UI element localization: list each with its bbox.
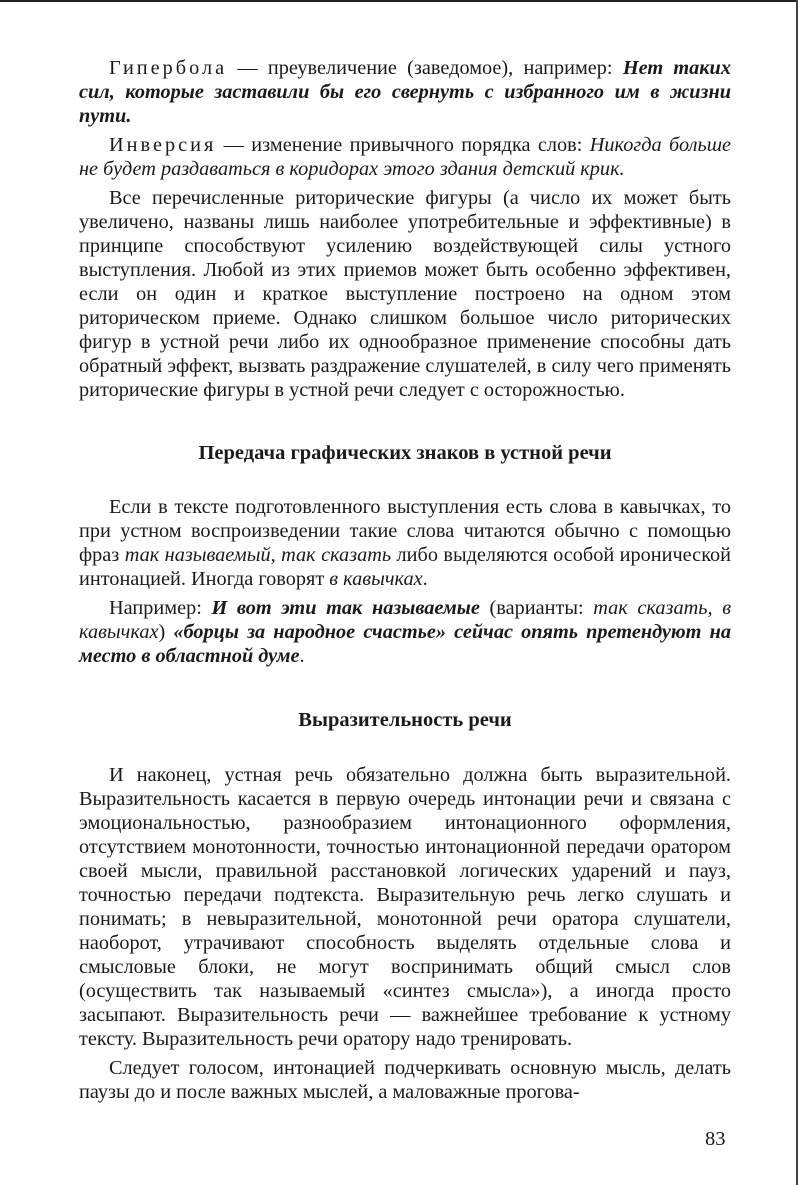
paragraph-text: Например:: [109, 597, 212, 619]
paragraph-text: .: [299, 645, 305, 667]
paragraph-voice: Следует голосом, интонацией подчеркивать основную мысль, делать паузы до и после важных мыслей, а маловажные прогова-: [79, 1057, 731, 1103]
paragraph-inversion: [79, 133, 731, 181]
section-heading: Передача графических знаков в устной речи: [198, 442, 612, 464]
paragraph-expressiveness: И наконец, устная речь обязательно должна быть выразительной. Выразительность касается в первую очередь интонации речи и связана с эмоциональностью, разнообразием интонационного оформления, отсутствием монотонности, точностью интонационной передачи оратором своей мысли, правильной расстановкой логических ударений и пауз, точностью передачи подтекста. Выразительную речь легко слушать и понимать; в невыразительной, монотонной речи оратора слушатели, наоборот, утрачивают способность выделять отдельные слова и смысловые блоки, не могут воспринимать общий смысл слов (осуществить так называемый «синтез смысла»), а иногда просто засыпают. Выразительность речи — важнейшее требование к устному тексту. Выразительность речи оратору надо тренировать.: [79, 764, 731, 1050]
paragraph-text: (варианты:: [479, 597, 594, 619]
paragraph-hyperbole: [79, 56, 731, 128]
italic-phrase: в кавычках: [79, 597, 731, 643]
page-border-top: [0, 0, 798, 2]
paragraph-text: ,: [707, 597, 723, 619]
page-number: 83: [705, 1128, 726, 1150]
italic-phrase: И вот эти так называемые: [211, 597, 480, 619]
paragraph-rhetorical-figures: Все перечисленные риторические фигуры (а число их может быть увеличено, названы лишь наиболее употребительные и эффективные) в принципе способствуют усилению воздействующей силы устного выступления. Любой из этих приемов может быть особенно эффективен, если он один и краткое выступление построено на одном этом риторическом приеме. Однако слишком большое число риторических фигур в устной речи либо их однообразное применение способны дать обратный эффект, вызвать раздражение слушателей, в силу чего применять риторические фигуры в устной речи следует с осторожностью.: [79, 187, 731, 401]
example-text: Нет таких сил, которые заставили бы его свернуть с избранного им в жизни пути.: [79, 57, 731, 127]
paragraph-text: Если в тексте подготовленного выступления есть слова в кавычках, то при устном воспроизведении такие слова читаются обычно с помощью фраз: [79, 496, 731, 566]
section-heading: Выразительность речи: [298, 709, 512, 731]
italic-phrase: «борцы за народное счастье» сейчас опять претендуют на место в областной думе: [79, 621, 731, 667]
paragraph-text: .: [422, 568, 428, 590]
paragraph-quotes: [79, 495, 731, 591]
paragraph-text: ,: [270, 544, 282, 566]
paragraph-text: — изменение привычного порядка слов:: [216, 134, 590, 156]
page-body: [79, 56, 731, 1104]
example-text: Никогда больше не будет раздаваться в коридорах этого здания детский крик.: [79, 134, 732, 180]
paragraph-text: либо выделяются особой иронической интонацией. Иногда говорят: [79, 544, 732, 590]
term-hyperbole: Гипербола: [109, 57, 228, 79]
italic-phrase: в кавычках: [329, 568, 423, 590]
italic-phrase: так сказать: [281, 544, 392, 566]
paragraph-text: ): [158, 621, 174, 643]
paragraph-text: — преувеличение (заведомое), например:: [227, 57, 623, 79]
italic-phrase: так называемый: [124, 544, 271, 566]
term-inversion: Инверсия: [109, 134, 217, 156]
italic-phrase: так сказать: [593, 597, 708, 619]
paragraph-example: [79, 596, 731, 668]
